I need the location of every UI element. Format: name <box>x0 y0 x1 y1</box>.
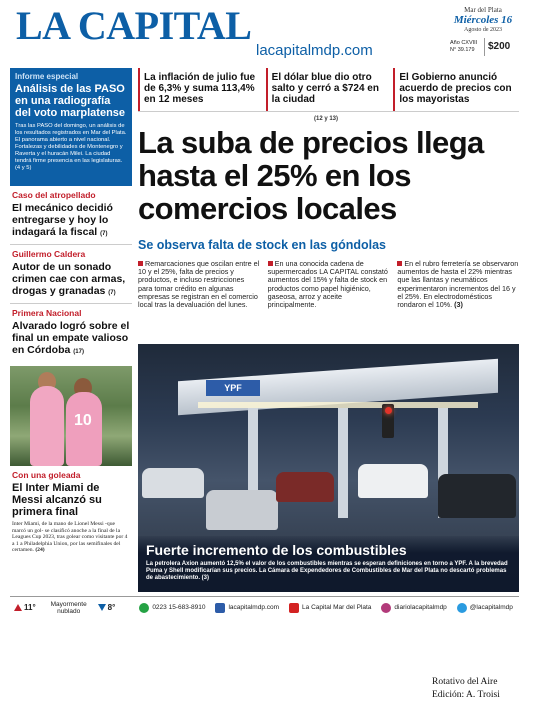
bullet-square-icon <box>397 261 402 266</box>
instagram-link[interactable]: diariolacapitalmdp <box>381 603 446 613</box>
left-story[interactable] <box>10 245 132 304</box>
brief-prices-agreement[interactable]: El Gobierno anunció acuerdo de precios con los mayoristas <box>393 68 519 111</box>
story-kicker: Guillermo Caldera <box>12 249 86 259</box>
ypf-sign: YPF <box>206 380 260 396</box>
player-figure <box>30 386 64 466</box>
twitter-icon <box>457 603 467 613</box>
final-headline[interactable]: El Inter Miami de Messi alcanzó su primera final <box>12 482 102 518</box>
story-headline: Alvarado logró sobre el final un empate valioso en Córdoba (17) <box>12 320 130 356</box>
date-city: Mar del Plata <box>464 6 502 14</box>
weather-label: Mayormente nublado <box>50 600 87 615</box>
arrow-up-icon <box>14 604 22 611</box>
main-headline[interactable]: La suba de precios llega hasta el 25% en los comercios locales <box>138 125 484 226</box>
left-story[interactable] <box>10 186 132 245</box>
story-headline: El mecánico decidió entregarse y hoy lo indagará la fiscal (7) <box>12 202 113 238</box>
caption-body: La petrolera Axion aumentó 12,5% el valor de los combustibles mientras se esperan definiciones en torno a YPF. A la brevedad Puma y Shell modificarían sus precios. La Cámara de Expendedores de Combustibles de Mar del Plata no descartó problemas de abastecimiento. (3) <box>146 561 508 582</box>
special-headline: Análisis de las PASO en una radiografía del voto marplatense <box>15 83 126 119</box>
photo-caption <box>138 536 519 592</box>
newspaper-logo: LA CAPITAL <box>16 3 252 48</box>
newspaper-front-page <box>10 4 519 620</box>
left-story[interactable] <box>10 304 132 362</box>
story-column: En el rubro ferretería se observaron aumentos de hasta el 22% mientras que las llantas y neumáticos experimentaron incrementos del 16 y el 25%. En electrodomésticos rondaron el 10%. (3) <box>397 259 519 310</box>
youtube-link[interactable]: La Capital Mar del Plata <box>289 603 371 613</box>
story-column: Remarcaciones que oscilan entre el 10 y el 25%, falta de precios y productos, e incluso restricciones para tomar crédito en algunas empresas se registran en el comercio local tras la devaluación del lunes. <box>138 259 260 310</box>
date-day: Miércoles 16 <box>453 14 513 26</box>
car <box>206 490 278 530</box>
year-label: Año CXVIII <box>450 40 478 46</box>
main-subhead: Se observa falta de stock en las góndolas <box>138 238 387 252</box>
story-headline: Autor de un sonado crimen cae con armas, drogas y granadas (7) <box>12 261 126 297</box>
story-kicker: Primera Nacional <box>12 308 82 318</box>
brief-inflation[interactable]: La inflación de julio fue de 6,3% y suma 113,4% en 12 meses <box>138 68 264 111</box>
special-body: Tras las PASO del domingo, un análisis de los resultados registrados en Mar del Plata. El panorama abierto a nivel nacional. Fortalezas y debilidades de Montenegro y Raverta y el huracán Milei. La ciudad tendrá firme presencia en las legislaturas. (4 y 5) <box>15 123 127 171</box>
car <box>438 474 516 518</box>
facebook-icon <box>215 603 225 613</box>
site-url[interactable]: lacapitalmdp.com <box>256 42 373 59</box>
footer-strip <box>10 596 519 618</box>
colophon <box>432 676 500 702</box>
car <box>358 464 428 498</box>
gas-station-photo[interactable] <box>138 344 519 592</box>
whatsapp-icon <box>139 603 149 613</box>
whatsapp-contact[interactable]: 0223 15-683-8910 <box>139 603 205 613</box>
top-briefs <box>138 68 519 112</box>
traffic-light-icon <box>382 404 394 438</box>
story-column: En una conocida cadena de supermercados LA CAPITAL constató aumentos del 15% y falta de stock en productos como papel higiénico, gaseosa, arroz y aceite principalmente. <box>267 259 388 310</box>
colophon-line: Edición: A. Troisi <box>432 690 500 700</box>
date-block <box>450 6 516 34</box>
date-month: Agosto de 2023 <box>464 27 502 33</box>
twitter-link[interactable]: @lacapitalmdp <box>457 603 513 613</box>
jersey-number: 10 <box>74 412 92 429</box>
temp-min: 8° <box>98 603 116 612</box>
messi-photo[interactable] <box>10 366 132 466</box>
special-report-box[interactable] <box>10 68 132 186</box>
briefs-page-ref: (12 y 13) <box>314 116 339 122</box>
masthead <box>10 4 519 66</box>
issue-number: N° 39.179 <box>450 47 475 53</box>
youtube-icon <box>289 603 299 613</box>
bullet-square-icon <box>268 261 273 266</box>
colophon-line: Rotativo del Aire <box>432 677 498 687</box>
story-kicker: Caso del atropellado <box>12 190 96 200</box>
price: $200 <box>484 38 510 56</box>
issue-info <box>450 38 516 56</box>
left-column <box>10 68 132 588</box>
bullet-square-icon <box>138 261 143 266</box>
caption-headline: Fuerte incremento de los combustibles <box>146 542 407 558</box>
main-story-columns <box>138 260 519 309</box>
main-area <box>138 68 519 588</box>
car <box>142 468 204 498</box>
instagram-icon <box>381 603 391 613</box>
car <box>276 472 334 502</box>
arrow-down-icon <box>98 604 106 611</box>
facebook-link[interactable]: lacapitalmdp.com <box>215 603 279 613</box>
final-body: Inter Miami, de la mano de Lionel Messi -que marcó un gol- se clasificó anoche a la final de la Leagues Cup 2023, tras golear como visitante por 4 a 1 a Philadelphia Union, por las semifinales del certamen. (24) <box>12 521 128 554</box>
final-kicker: Con una goleada <box>12 470 81 480</box>
temp-max: 11° <box>14 603 36 612</box>
special-kicker: Informe especial <box>15 72 79 81</box>
brief-dollar[interactable]: El dólar blue dio otro salto y cerró a $724 en la ciudad <box>266 68 392 111</box>
